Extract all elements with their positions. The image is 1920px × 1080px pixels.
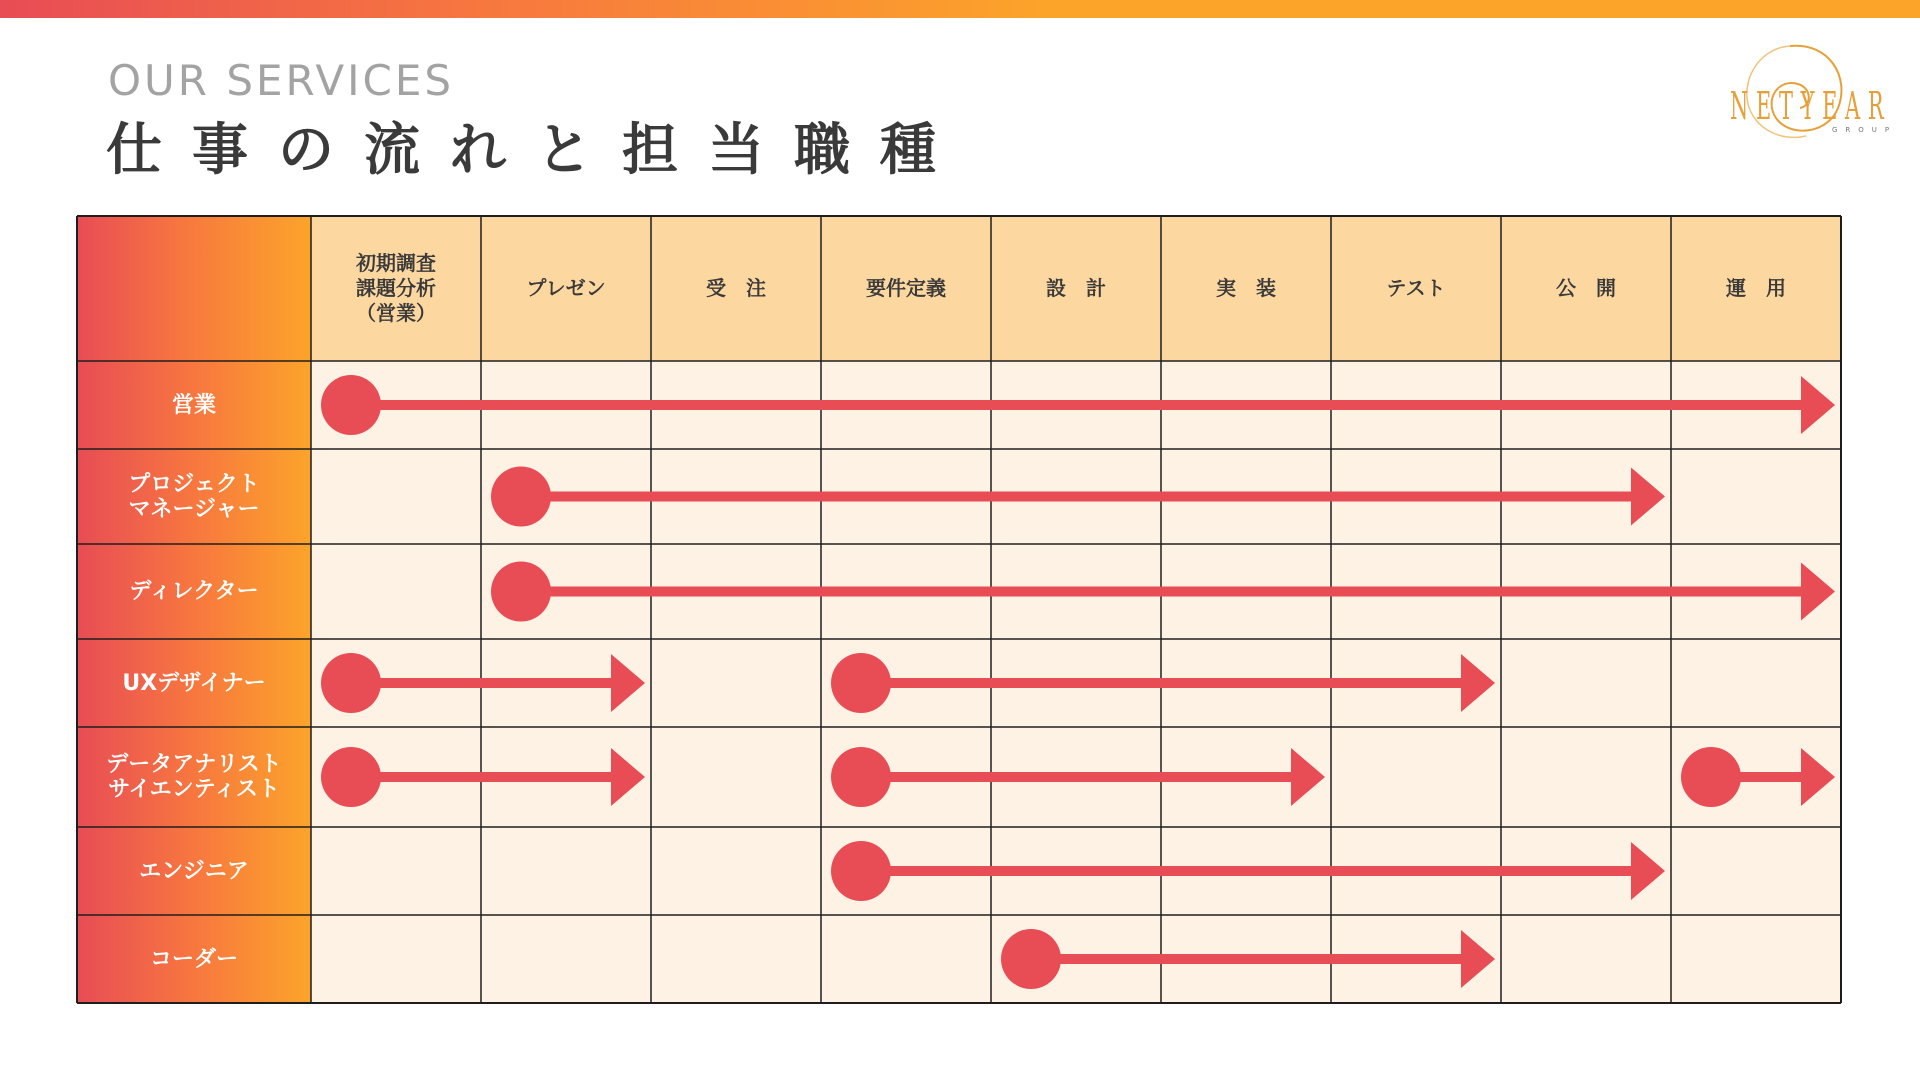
role-span-arrow [1001, 929, 1495, 989]
arrow-start-dot [1681, 747, 1741, 807]
role-span-arrow [491, 562, 1835, 622]
role-header-6: エンジニア [77, 827, 311, 915]
arrow-start-dot [831, 747, 891, 807]
role-header-1: 営業 [77, 361, 311, 449]
arrow-start-dot [321, 375, 381, 435]
arrow-head [1801, 748, 1835, 806]
role-span-arrow [831, 747, 1325, 807]
workflow-grid [77, 216, 1843, 1004]
section-subtitle: OUR SERVICES [108, 56, 455, 105]
phase-header-1: 初期調査 課題分析 （営業） [311, 216, 481, 361]
arrow-head [611, 654, 645, 712]
role-header-4: UXデザイナー [77, 639, 311, 727]
phase-header-2: プレゼン [481, 216, 651, 361]
arrow-start-dot [321, 747, 381, 807]
role-span-arrow [321, 375, 1835, 435]
page-title: 仕事の流れと担当職種 [106, 118, 966, 183]
phase-header-4: 要件定義 [821, 216, 991, 361]
arrow-start-dot [1001, 929, 1061, 989]
role-span-arrow [831, 653, 1495, 713]
phase-header-3: 受 注 [651, 216, 821, 361]
arrow-start-dot [321, 653, 381, 713]
arrow-head [1631, 842, 1665, 900]
role-header-7: コーダー [77, 915, 311, 1003]
arrow-head [1801, 563, 1835, 621]
phase-header-9: 運 用 [1671, 216, 1841, 361]
arrow-head [611, 748, 645, 806]
role-span-arrow [1681, 747, 1835, 807]
arrow-start-dot [491, 562, 551, 622]
grid-lines [77, 216, 1841, 1003]
role-header-3: ディレクター [77, 544, 311, 639]
arrow-head [1461, 654, 1495, 712]
arrow-head [1291, 748, 1325, 806]
arrow-head [1631, 468, 1665, 526]
role-span-arrow [321, 653, 645, 713]
netyear-logo [1720, 38, 1900, 148]
grid-overlay [77, 216, 1841, 1003]
role-span-arrow [831, 841, 1665, 901]
arrow-start-dot [491, 467, 551, 527]
phase-header-6: 実 装 [1161, 216, 1331, 361]
role-header-2: プロジェクト マネージャー [77, 449, 311, 544]
logo-wordmark: NETYEAR [1730, 84, 1892, 128]
role-span-arrow [321, 747, 645, 807]
role-span-arrow [491, 467, 1665, 527]
phase-header-8: 公 開 [1501, 216, 1671, 361]
arrow-head [1801, 376, 1835, 434]
arrow-start-dot [831, 841, 891, 901]
role-header-5: データアナリスト サイエンティスト [77, 727, 311, 827]
phase-header-7: テスト [1331, 216, 1501, 361]
arrow-head [1461, 930, 1495, 988]
phase-header-5: 設 計 [991, 216, 1161, 361]
arrow-start-dot [831, 653, 891, 713]
top-gradient-bar [0, 0, 1920, 18]
logo-group-label: GROUP [1832, 126, 1898, 134]
